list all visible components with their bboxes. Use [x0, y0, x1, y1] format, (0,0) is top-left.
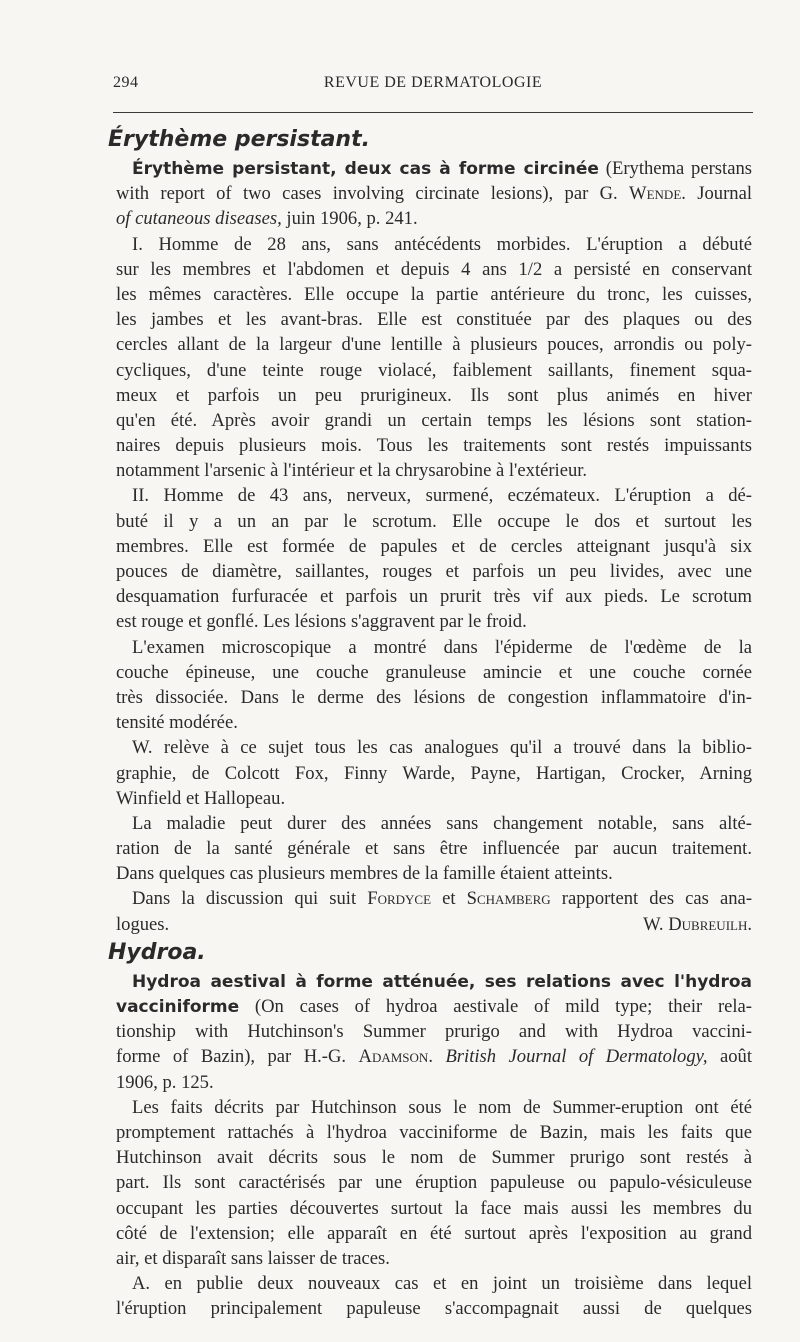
article-title-bold: Hydroa aestival à forme atténuée, ses relations avec l'hydroa	[132, 971, 752, 992]
text-line: cercles allant de la largeur d'une lentille à plusieurs pouces, arrondis ou poly-	[116, 334, 752, 356]
author-name: Adamson	[358, 1046, 429, 1068]
article-title-line: with report of two cases involving circinate lesions), par G. Wende. Journal	[116, 183, 752, 205]
text-line: couche épineuse, une couche granuleuse amincie et une couche cornée	[116, 661, 752, 683]
article-body	[108, 124, 752, 1321]
text-line: membres. Elle est formée de papules et de cercles atteignant jusqu'à six	[116, 535, 752, 557]
text-line: occupant les parties découvertes surtout la face mais aussi les membres du	[116, 1197, 752, 1219]
text-line: l'éruption principalement papuleuse s'accompagnait aussi de quelques	[116, 1298, 752, 1320]
article-title-line	[116, 969, 752, 994]
author-name: Fordyce	[367, 888, 432, 910]
article-title-line: Érythème persistant, deux cas à forme circinée (Erythema perstans	[132, 158, 752, 179]
text-line: cycliques, d'une teinte rouge violacé, faiblement saillants, finement squa-	[116, 359, 752, 381]
article-title-line: 1906, p. 125.	[116, 1071, 214, 1093]
text-line: pouces de diamètre, saillantes, rouges et parfois un peu livides, avec une	[116, 561, 752, 582]
text-line: meux et parfois un peu prurigineux. Ils sont plus animés en hiver	[116, 384, 752, 406]
text-line: tensité modérée.	[116, 712, 238, 734]
article-title-line: forme of Bazin), par H.-G. Adamson. British Journal of Dermatology, août	[116, 1046, 752, 1068]
journal-name: British Journal of Dermatology,	[445, 1046, 708, 1068]
text-line: sur les membres et l'abdomen et depuis 4 ans 1/2 a persisté en conservant	[116, 258, 752, 280]
text-line: Winfield et Hallopeau.	[116, 787, 286, 809]
text-line: buté il y a un an par le scrotum. Elle occupe le dos et surtout les	[116, 510, 752, 532]
section-heading-hydroa: Hydroa.	[108, 939, 206, 965]
article-title-line: tionship with Hutchinson's Summer prurigo and with Hydroa vaccini-	[116, 1021, 752, 1043]
text-line: A. en publie deux nouveaux cas et en joint un troisième dans lequel	[132, 1273, 752, 1295]
header-rule	[113, 112, 753, 113]
journal-name: of cutaneous diseases,	[116, 208, 282, 230]
text-line: graphie, de Colcott Fox, Finny Warde, Payne, Hartigan, Crocker, Arning	[116, 762, 752, 784]
text-line: desquamation furfuracée et parfois un prurit très vif aux pieds. Le scrotum	[116, 586, 752, 608]
text-line-signature: logues. W. Dubreuilh.	[116, 912, 752, 937]
text-line: les jambes et les avant-bras. Elle est constituée par des plaques ou des	[116, 309, 752, 331]
text-line: promptement rattachés à l'hydroa vacciniforme de Bazin, mais les faits que	[116, 1121, 752, 1143]
text-line: Dans la discussion qui suit Fordyce et Schamberg rapportent des cas ana-	[132, 888, 752, 910]
article-title-line: vacciniforme (On cases of hydroa aestivale of mild type; their rela-	[116, 996, 752, 1017]
page-number: 294	[113, 74, 139, 91]
author-name: Schamberg	[466, 888, 551, 910]
text-line: II. Homme de 43 ans, nerveux, surmené, eczémateux. L'éruption a dé-	[132, 485, 752, 507]
text-line: Dans quelques cas plusieurs membres de la famille étaient atteints.	[116, 863, 613, 885]
text-line: L'examen microscopique a montré dans l'épiderme de l'œdème de la	[132, 636, 752, 658]
text-line: Hutchinson avait décrits sous le nom de Summer prurigo sont restés à	[116, 1147, 752, 1169]
text-line: W. relève à ce sujet tous les cas analogues qu'il a trouvé dans la biblio-	[132, 737, 752, 759]
text-line: part. Ils sont caractérisés par une éruption papuleuse ou papulo-vésiculeuse	[116, 1172, 752, 1194]
text-line: très dissociée. Dans le derme des lésions de congestion inflammatoire d'in-	[116, 686, 752, 708]
article-title-line: of cutaneous diseases, juin 1906, p. 241.	[116, 208, 418, 230]
reviewer-signature: W. Dubreuilh.	[643, 913, 752, 935]
article-title-bold: Érythème persistant, deux cas à forme circinée	[132, 159, 599, 179]
running-title: REVUE DE DERMATOLOGIE	[323, 74, 543, 91]
text-line: I. Homme de 28 ans, sans antécédents morbides. L'éruption a débuté	[132, 233, 752, 255]
text-line: est rouge et gonflé. Les lésions s'aggravent par le froid.	[116, 611, 527, 633]
text-line: notamment l'arsenic à l'intérieur et la chrysarobine à l'extérieur.	[116, 460, 588, 482]
text-line: côté de l'extension; elle apparaît en été surtout après l'exposition au grand	[116, 1222, 752, 1244]
running-header	[113, 74, 753, 98]
text-line: ration de la santé générale et sans être influencée par aucun traitement.	[116, 838, 752, 860]
text-line: qu'en été. Après avoir grandi un certain temps les lésions sont station-	[116, 409, 752, 431]
text-line: La maladie peut durer des années sans changement notable, sans alté-	[132, 812, 752, 834]
text-line: Les faits décrits par Hutchinson sous le nom de Summer-eruption ont été	[132, 1096, 752, 1118]
section-heading-erytheme: Érythème persistant.	[108, 127, 370, 152]
author-name: Wende	[629, 183, 682, 205]
text-line: air, et disparaît sans laisser de traces.	[116, 1247, 390, 1269]
text-line: les mêmes caractères. Elle occupe la partie antérieure du tronc, les cuisses,	[116, 283, 752, 305]
text-line: naires depuis plusieurs mois. Tous les traitements sont restés impuissants	[116, 435, 752, 457]
